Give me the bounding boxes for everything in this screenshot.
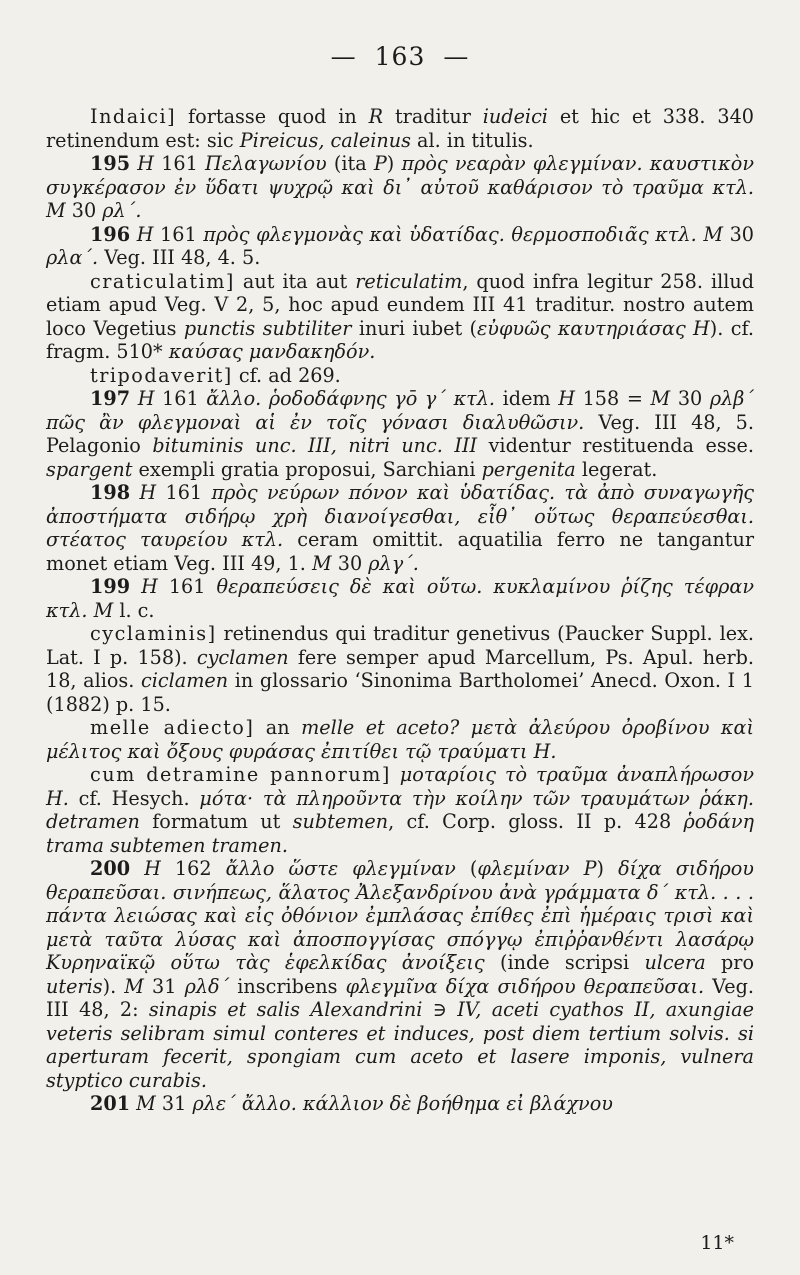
commentary-paragraph: cum detramine pannorum] μοταρίοις τὸ τραῦμα ἀναπλήρωσον H. cf. Hesych. μότα· τὰ πληροῦντα τὴν κοίλην τῶν τραυμάτων ῥάκη. detramen formatum ut subtemen, cf. Corp. gloss. II p. 428 ῥοδάνη trama subtemen tramen.	[46, 763, 754, 857]
page-number: 163	[374, 42, 426, 71]
signature-mark: 11*	[700, 1232, 734, 1254]
commentary-body	[46, 105, 754, 1116]
page-header	[46, 42, 754, 71]
header-dash-right: —	[443, 42, 470, 71]
commentary-paragraph: Indaici] fortasse quod in R traditur iudeici et hic et 338. 340 retinendum est: sic Pireicus, caleinus al. in titulis.	[46, 105, 754, 152]
header-dash-left: —	[330, 42, 357, 71]
commentary-paragraph: 198 H 161 πρὸς νεύρων πόνον καὶ ὑδατίδας. τὰ ἀπὸ συναγωγῆς ἀποστήματα σιδήρῳ χρὴ διανοίγεσθαι, εἶθ᾽ οὕτως θεραπεύεσθαι. στέατος ταυρείου κτλ. ceram omittit. aquatilia ferro ne tangantur monet etiam Veg. III 49, 1. M 30 ρλγ΄.	[46, 481, 754, 575]
commentary-paragraph: tripodaverit] cf. ad 269.	[90, 363, 341, 387]
commentary-paragraph: cyclaminis] retinendus qui traditur genetivus (Paucker Suppl. lex. Lat. I p. 158). cyclamen fere semper apud Marcellum, Ps. Apul. herb. 18, alios. ciclamen in glossario ‘Sinonima Bartholomei’ Anecd. Oxon. I 1 (1882) p. 15.	[46, 622, 754, 716]
commentary-paragraph: 199 H 161 θεραπεύσεις δὲ καὶ οὕτω. κυκλαμίνου ῥίζης τέφραν κτλ. M l. c.	[46, 575, 754, 622]
commentary-paragraph: melle adiecto] an melle et aceto? μετὰ ἀλεύρου ὀροβίνου καὶ μέλιτος καὶ ὄξους φυράσας ἐπιτίθει τῷ τραύματι H.	[46, 716, 754, 763]
commentary-paragraph: 200 H 162 ἄλλο ὥστε φλεγμίναν (φλεμίναν P) δίχα σιδήρου θεραπεῦσαι. σινήπεως, ἅλατος Ἀλεξανδρίνου ἀνὰ γράμματα δ΄ κτλ. . . . πάντα λειώσας καὶ εἰς ὀθόνιον ἐμπλάσας ἐπίθες ἐπὶ ἡμέραις τρισὶ καὶ μετὰ ταῦτα λύσας καὶ ἀποσπογγίσας σπόγγῳ ἐπιῤῥανθέντι λασάρῳ Κυρηναϊκῷ οὕτω τὰς ἑφελκίδας ἀνοίξεις (inde scripsi ulcera pro uteris). M 31 ρλδ΄ inscribens φλεγμῖνα δίχα σιδήρου θεραπεῦσαι. Veg. III 48, 2: sinapis et salis Alexandrini ∋ IV, aceti cyathos II, axungiae veteris selibram simul conteres et induces, post diem tertium solvis. si aperturam fecerit, spongiam cum aceto et lasere imponis, vulnera styptico curabis.	[46, 857, 755, 1092]
commentary-paragraph: 196 H 161 πρὸς φλεγμονὰς καὶ ὑδατίδας. θερμοσποδιᾶς κτλ. M 30 ρλα΄. Veg. III 48, 4. 5.	[46, 222, 755, 269]
commentary-paragraph: 197 H 161 ἄλλο. ῥοδοδάφνης γο̄ γ΄ κτλ. idem H 158 = M 30 ρλβ΄ πῶς ἂν φλεγμοναὶ αἱ ἐν τοῖς γόνασι διαλυθῶσιν. Veg. III 48, 5. Pelagonio bituminis unc. III, nitri unc. III videntur restituenda esse. spargent exempli gratia proposui, Sarchiani pergenita legerat.	[46, 387, 754, 481]
commentary-paragraph: craticulatim] aut ita aut reticulatim, quod infra legitur 258. illud etiam apud Veg. V 2, 5, hoc apud eundem III 41 traditur. nostro autem loco Vegetius punctis subtiliter inuri iubet (εὐφυῶς καυτηριάσας H). cf. fragm. 510* καύσας μανδακηδόν.	[46, 269, 755, 363]
commentary-paragraph: 201 M 31 ρλε΄ ἄλλο. κάλλιον δὲ βοήθημα εἰ βλάχνου	[90, 1092, 613, 1115]
commentary-paragraph: 195 H 161 Πελαγωνίου (ita P) πρὸς νεαρὰν φλεγμίναν. καυστικὸν συγκέρασον ἐν ὕδατι ψυχρῷ καὶ δι᾽ αὐτοῦ καθάρισον τὸ τραῦμα κτλ. M 30 ρλ΄.	[46, 152, 754, 222]
